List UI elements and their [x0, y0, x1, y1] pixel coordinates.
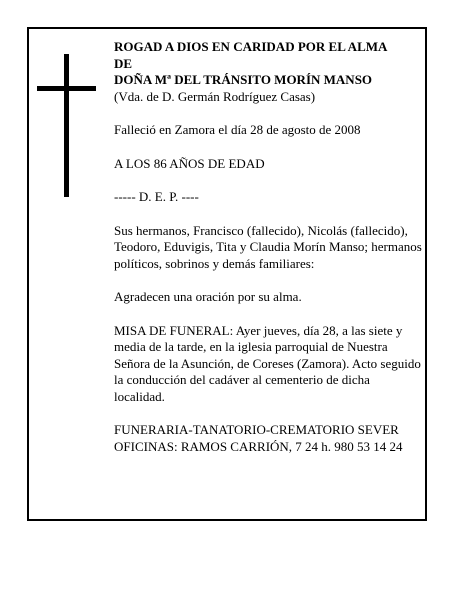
offices-contact: OFICINAS: RAMOS CARRIÓN, 7 24 h. 980 53 14 24: [114, 438, 403, 454]
rip-notice: ----- D. E. P. ----: [114, 189, 199, 204]
death-notice: Falleció en Zamora el día 28 de agosto de 2008: [114, 122, 361, 137]
age-notice: A LOS 86 AÑOS DE EDAD: [114, 155, 265, 171]
widow-note: (Vda. de D. Germán Rodríguez Casas): [114, 88, 316, 104]
family-paragraph: Sus hermanos, Francisco (fallecido), Nicolás (fallecido), Teodoro, Eduvigis, Tita y Claudia Morín Manso; hermanos políticos, sobrinos y demás familiares:: [114, 222, 422, 271]
cross-icon-bar: [37, 86, 96, 91]
obituary-text: [114, 39, 424, 455]
header-line-1: ROGAD A DIOS EN CARIDAD POR EL ALMA: [114, 39, 388, 54]
deceased-name: DOÑA Mª DEL TRÁNSITO MORÍN MANSO: [114, 72, 373, 87]
cross-icon: [64, 54, 69, 197]
funeral-home: FUNERARIA-TANATORIO-CREMATORIO SEVER: [114, 422, 399, 437]
prayer-request: Agradecen una oración por su alma.: [114, 289, 302, 304]
funeral-mass-paragraph: MISA DE FUNERAL: Ayer jueves, día 28, a las siete y media de la tarde, en la iglesia parroquial de Nuestra Señora de la Asunción, de Coreses (Zamora). Acto seguido la conducción del cadáver al cementerio de dicha localidad.: [114, 322, 421, 404]
header-line-2: DE: [114, 55, 133, 71]
